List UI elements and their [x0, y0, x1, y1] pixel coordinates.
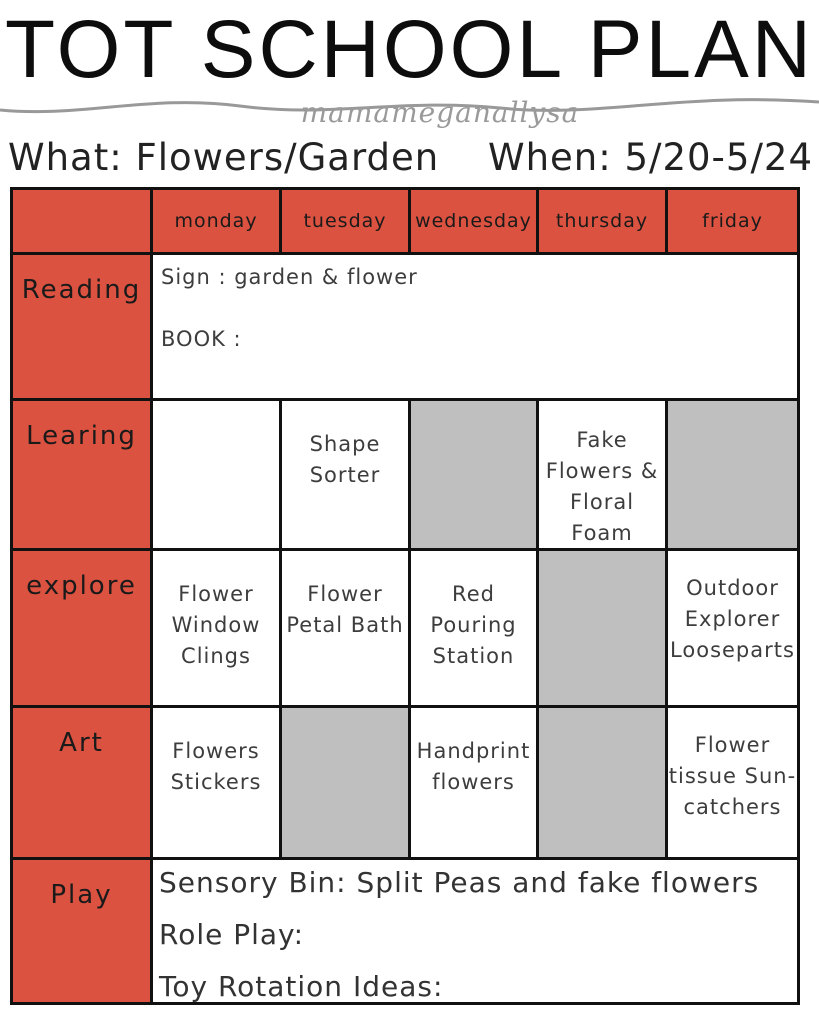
art-wednesday: Handprint flowers	[408, 705, 539, 860]
corner-cell	[10, 187, 153, 255]
learning-wednesday-blocked	[408, 398, 539, 551]
play-notes	[150, 857, 800, 1005]
day-header-friday: friday	[665, 187, 800, 255]
day-header-thursday: thursday	[536, 187, 668, 255]
row-label-art: Art	[10, 705, 153, 860]
day-header-monday: monday	[150, 187, 282, 255]
play-toy-rotation-line: Toy Rotation Ideas:	[159, 970, 444, 1003]
reading-sign-line: Sign : garden & flower	[161, 265, 418, 289]
learning-friday-blocked	[665, 398, 800, 551]
art-friday: Flower tissue Sun-catchers	[665, 705, 800, 860]
explore-wednesday: Red Pouring Station	[408, 548, 539, 708]
row-label-play: Play	[10, 857, 153, 1005]
play-role-play-line: Role Play:	[159, 918, 305, 951]
page-title: TOT SCHOOL PLAN	[4, 4, 815, 95]
date-range-text: When: 5/20-5/24	[487, 136, 813, 179]
row-label-explore: explore	[10, 548, 153, 708]
explore-monday: Flower Window Clings	[150, 548, 282, 708]
learning-thursday: Fake Flowers & Floral Foam	[536, 398, 668, 551]
art-monday: Flowers Stickers	[150, 705, 282, 860]
learning-monday	[150, 398, 282, 551]
art-tuesday-blocked	[279, 705, 411, 860]
weekly-plan-grid	[10, 187, 800, 1005]
play-sensory-bin-line: Sensory Bin: Split Peas and fake flowers	[159, 866, 760, 899]
row-label-reading: Reading	[10, 252, 153, 401]
reading-notes	[150, 252, 800, 401]
row-label-learning: Learing	[10, 398, 153, 551]
theme-and-date-line	[8, 132, 813, 184]
reading-book-line: BOOK :	[161, 327, 242, 351]
explore-tuesday: Flower Petal Bath	[279, 548, 411, 708]
explore-friday: Outdoor Explorer Looseparts	[665, 548, 800, 708]
day-header-tuesday: tuesday	[279, 187, 411, 255]
explore-thursday-blocked	[536, 548, 668, 708]
learning-tuesday: Shape Sorter	[279, 398, 411, 551]
theme-text: What: Flowers/Garden	[8, 136, 440, 179]
art-thursday-blocked	[536, 705, 668, 860]
brand-watermark: mamameganallysa	[300, 96, 580, 129]
day-header-wednesday: wednesday	[408, 187, 539, 255]
